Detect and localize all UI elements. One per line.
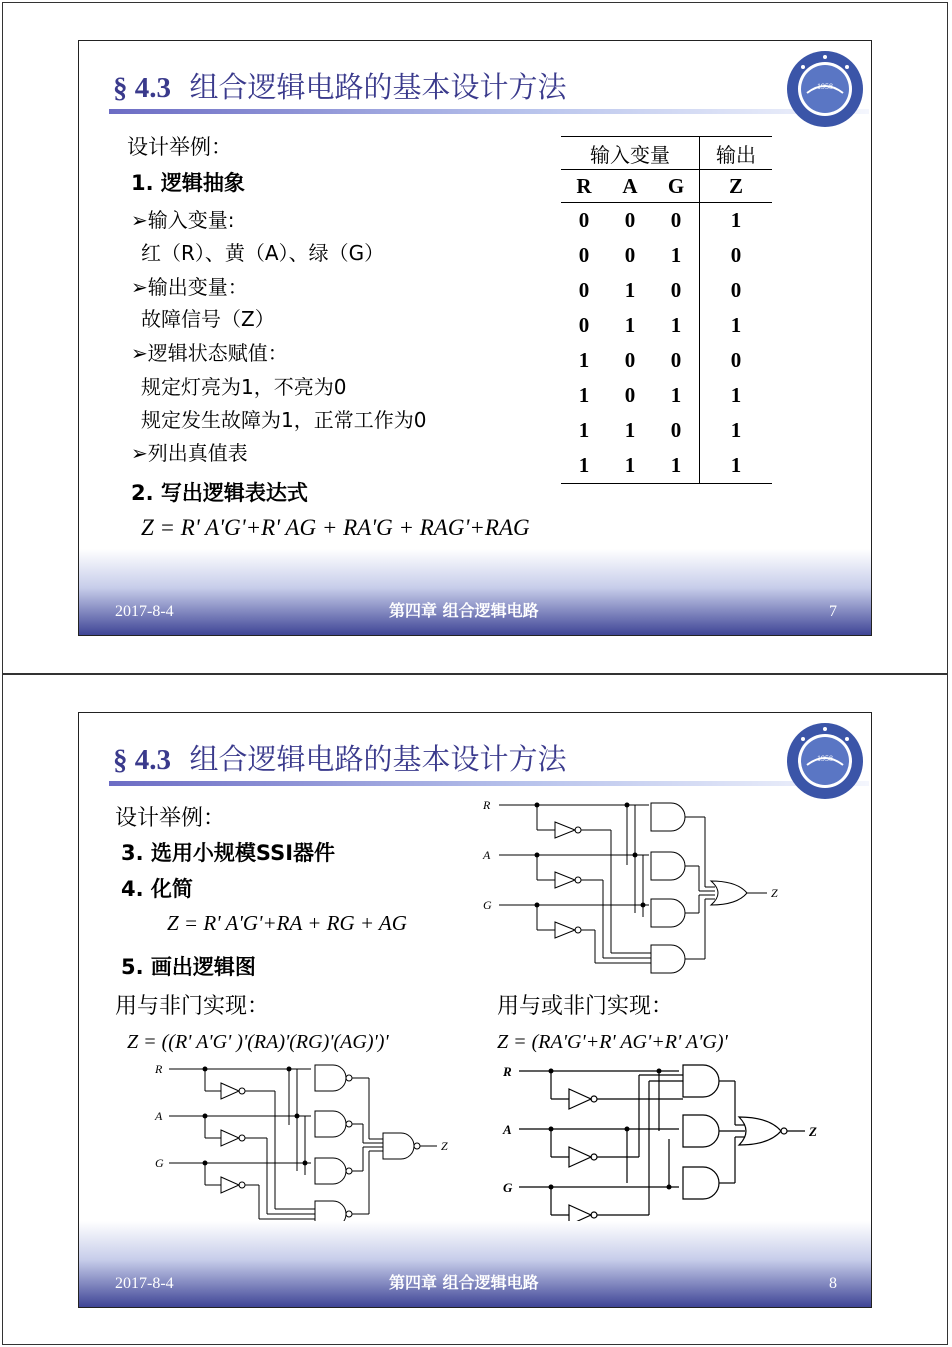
title-underline — [109, 109, 869, 114]
step-1: 1. 逻辑抽象 — [131, 171, 245, 195]
heading: 设计举例： — [115, 806, 226, 831]
output-label-z: Z — [441, 1139, 448, 1153]
page-number: 8 — [829, 1275, 837, 1292]
output-label-z: Z — [771, 886, 778, 900]
output-vars-label: ➢输出变量： — [131, 275, 248, 299]
table-row — [561, 448, 772, 484]
input-vars: 红（R）、黄（A）、绿（G） — [141, 241, 385, 265]
input-vars-label: ➢输入变量: — [131, 208, 235, 232]
cell-g: 1 — [653, 448, 700, 484]
input-label-a: A — [155, 1109, 163, 1123]
column-z: Z — [700, 170, 773, 203]
aoi-expression: Z = (RA'G'+R' AG'+R' A'G)' — [497, 1031, 728, 1053]
assign-rule-1: 规定灯亮为1，不亮为0 — [141, 375, 347, 399]
footer-date: 2017-8-4 — [115, 603, 174, 620]
input-label-g: G — [483, 898, 492, 912]
svg-text:1958: 1958 — [817, 754, 833, 763]
step-2: 2. 写出逻辑表达式 — [131, 481, 308, 505]
table-row — [561, 343, 772, 378]
cell-r: 1 — [561, 448, 607, 484]
slide-8 — [78, 712, 872, 1308]
cell-a: 0 — [624, 348, 636, 372]
cell-r: 1 — [578, 418, 590, 442]
list-table-label: ➢列出真值表 — [131, 441, 248, 465]
cell-z: 0 — [700, 238, 773, 273]
cell-a: 1 — [624, 278, 636, 302]
cell-g: 1 — [670, 313, 682, 337]
section-number: § 4.3 — [113, 72, 171, 104]
cell-r: 0 — [578, 313, 590, 337]
table-row — [561, 378, 772, 413]
table-row — [561, 413, 772, 448]
title-text: 组合逻辑电路的基本设计方法 — [189, 70, 567, 104]
cell-g: 0 — [670, 348, 682, 372]
heading: 设计举例： — [127, 135, 232, 159]
cell-a: 1 — [607, 448, 653, 484]
cell-r: 1 — [578, 383, 590, 407]
simplified-expression: Z = R' A'G'+RA + RG + AG — [167, 911, 407, 935]
cell-g: 0 — [670, 208, 682, 232]
step-4: 4. 化简 — [121, 877, 193, 901]
cell-a: 0 — [624, 208, 636, 232]
cell-r: 1 — [578, 348, 590, 372]
cell-z: 1 — [700, 203, 773, 239]
assign-rule-2: 规定发生故障为1，正常工作为0 — [141, 408, 427, 432]
slide-7 — [78, 40, 872, 636]
input-label-r: R — [483, 798, 491, 812]
cell-z: 1 — [700, 413, 773, 448]
cell-r: 0 — [578, 243, 590, 267]
input-header: 输入变量 — [561, 137, 700, 170]
cell-z: 1 — [700, 378, 773, 413]
input-label-a: A — [483, 848, 491, 862]
svg-text:1958: 1958 — [817, 82, 833, 91]
cell-z: 1 — [700, 308, 773, 343]
column-a: A — [607, 170, 653, 203]
column-r: R — [561, 170, 607, 203]
nand-expression: Z = ((R' A'G' )'(RA)'(RG)'(AG)')' — [127, 1031, 389, 1053]
table-row — [561, 308, 772, 343]
table-row — [561, 203, 772, 239]
table-row — [561, 238, 772, 273]
column-g: G — [653, 170, 700, 203]
and-or-circuit-diagram — [479, 795, 819, 985]
step-3: 3. 选用小规模SSI器件 — [121, 841, 336, 865]
cell-g: 1 — [670, 383, 682, 407]
nand-title: 用与非门实现： — [115, 994, 270, 1019]
slide-footer — [79, 1221, 871, 1307]
input-label-a: A — [503, 1122, 512, 1137]
cell-g: 1 — [670, 243, 682, 267]
aoi-circuit-diagram — [499, 1061, 849, 1241]
input-label-g: G — [155, 1156, 164, 1170]
cell-a: 0 — [624, 243, 636, 267]
cell-g: 0 — [670, 418, 682, 442]
cell-z: 1 — [700, 448, 773, 484]
logic-expression: Z = R' A'G'+R' AG + RA'G + RAG'+RAG — [141, 515, 530, 540]
page-number: 7 — [829, 603, 837, 620]
slide-footer — [79, 549, 871, 635]
cell-g: 0 — [670, 278, 682, 302]
nand-circuit-diagram — [139, 1061, 479, 1241]
input-label-g: G — [503, 1180, 513, 1195]
cell-a: 0 — [624, 383, 636, 407]
section-number: § 4.3 — [113, 744, 171, 776]
truth-table — [561, 136, 772, 484]
assign-label: ➢逻辑状态赋值： — [131, 341, 288, 365]
title-text: 组合逻辑电路的基本设计方法 — [189, 742, 567, 776]
cell-r: 0 — [578, 278, 590, 302]
input-label-r: R — [155, 1062, 163, 1076]
university-seal-logo — [785, 49, 865, 129]
aoi-title: 用与或非门实现： — [497, 994, 674, 1019]
cell-z: 0 — [700, 343, 773, 378]
university-seal-logo — [785, 721, 865, 801]
table-row — [561, 273, 772, 308]
cell-r: 0 — [578, 208, 590, 232]
input-label-r: R — [503, 1064, 512, 1079]
step-5: 5. 画出逻辑图 — [121, 955, 256, 979]
output-header: 输出 — [700, 137, 773, 170]
slide-title — [113, 65, 566, 106]
footer-chapter: 第四章 组合逻辑电路 — [389, 601, 539, 620]
footer-date: 2017-8-4 — [115, 1275, 174, 1292]
output-vars: 故障信号（Z） — [141, 307, 275, 331]
cell-z: 0 — [700, 273, 773, 308]
footer-chapter: 第四章 组合逻辑电路 — [389, 1273, 539, 1292]
cell-a: 1 — [624, 418, 636, 442]
title-underline — [109, 781, 869, 786]
cell-a: 1 — [624, 313, 636, 337]
slide-title — [113, 737, 566, 778]
output-label-z: Z — [809, 1124, 817, 1139]
